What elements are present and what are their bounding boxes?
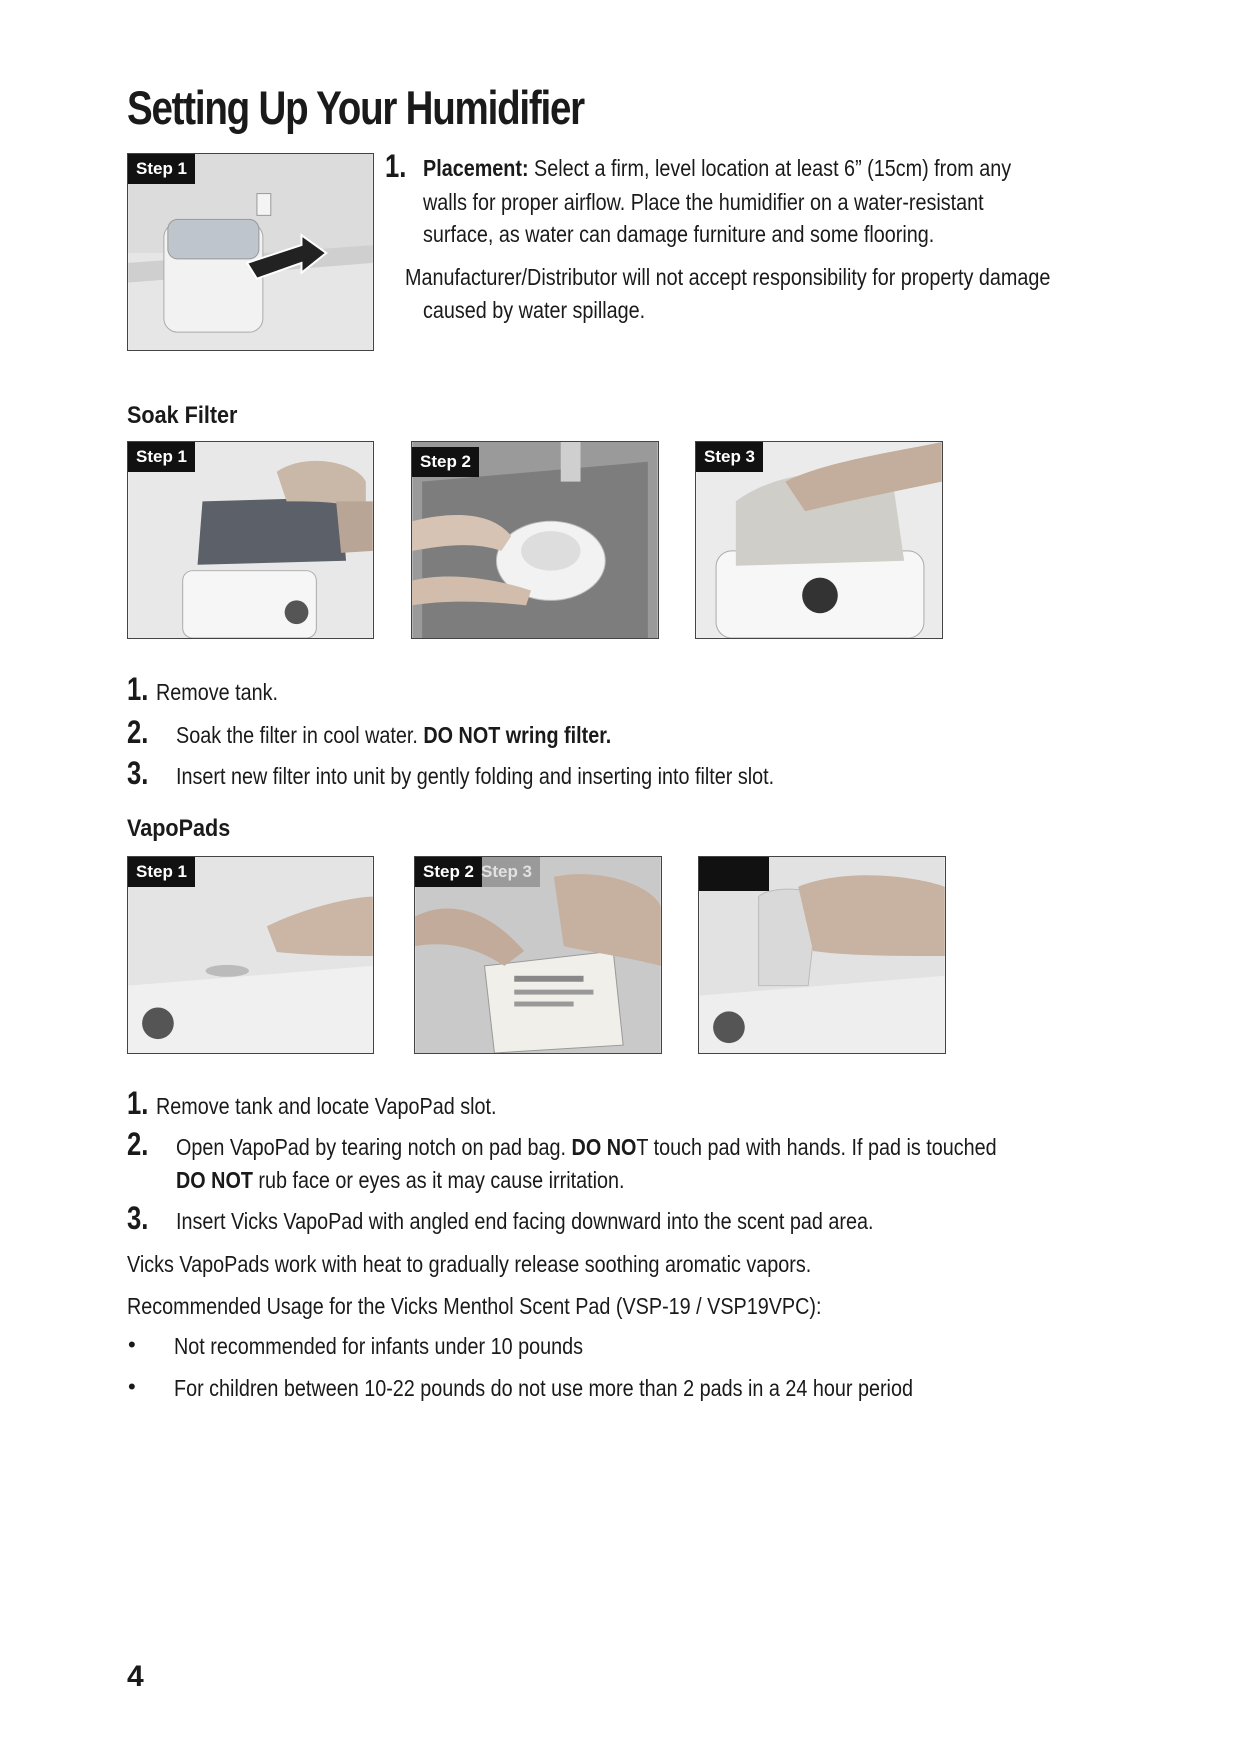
- bullet-1-text: Not recommended for infants under 10 pounds: [174, 1333, 584, 1359]
- vapopads-step-3-image: [698, 856, 946, 1054]
- placement-line-3: surface, as water can damage furniture and some flooring.: [423, 221, 935, 247]
- placement-note-2: caused by water spillage.: [423, 297, 646, 323]
- vapopads-step-2-bold-2: DO NOT: [176, 1167, 253, 1193]
- bullet-2-symbol: •: [128, 1374, 136, 1399]
- soak-step-2-number: 2.: [127, 714, 149, 750]
- vapopads-step-3-number: 3.: [127, 1200, 149, 1236]
- vapopads-step-3-overlay-label: Step 3: [473, 857, 540, 887]
- vapopads-step-2-mid: T touch pad with hands. If pad is touched: [636, 1134, 997, 1160]
- soak-step-3-label: Step 3: [696, 442, 763, 472]
- vapopads-step-2-bold-1: DO NO: [571, 1134, 637, 1160]
- vapopads-step-1-label: Step 1: [128, 857, 195, 887]
- bullet-2-text: For children between 10-22 pounds do not use more than 2 pads in a 24 hour period: [174, 1375, 913, 1401]
- step-1-label: Step 1: [128, 154, 195, 184]
- vapopads-info: Vicks VapoPads work with heat to gradually release soothing aromatic vapors.: [127, 1251, 812, 1277]
- vapopads-step-2-number: 2.: [127, 1126, 149, 1162]
- vapopads-heading: VapoPads: [127, 815, 231, 842]
- soak-step-2-warning: DO NOT wring filter.: [423, 722, 612, 748]
- soak-step-1-text: Remove tank.: [156, 679, 279, 705]
- page-number: 4: [127, 1660, 144, 1693]
- soak-step-1-label: Step 1: [128, 442, 195, 472]
- bullet-1-symbol: •: [128, 1332, 136, 1357]
- placement-line-2: walls for proper airflow. Place the humidifier on a water-resistant: [423, 189, 984, 215]
- vapopads-step-2-image: [414, 856, 662, 1054]
- vapopads-step-3-text: Insert Vicks VapoPad with angled end facing downward into the scent pad area.: [176, 1208, 874, 1234]
- soak-step-1-number: 1.: [127, 671, 149, 707]
- vapopads-step-1-image: [127, 856, 374, 1054]
- soak-step-2-image: [411, 441, 659, 639]
- soak-filter-heading: Soak Filter: [127, 402, 238, 429]
- placement-number: 1.: [385, 148, 407, 184]
- vapopads-step-2-pre: Open VapoPad by tearing notch on pad bag.: [176, 1134, 572, 1160]
- soak-step-1-image: [127, 441, 374, 639]
- vapopads-step-1-number: 1.: [127, 1085, 149, 1121]
- placement-note-1: Manufacturer/Distributor will not accept responsibility for property damage: [405, 264, 1051, 290]
- placement-line-1: [423, 152, 1011, 184]
- page-title: Setting Up Your Humidifier: [127, 81, 584, 134]
- placement-illustration: [127, 153, 374, 351]
- soak-step-2-label: Step 2: [412, 447, 479, 477]
- vapopads-step-2-line-1: [176, 1131, 997, 1163]
- vapopads-step-1-text: Remove tank and locate VapoPad slot.: [156, 1093, 497, 1119]
- vapopads-step-2-label: Step 2: [415, 857, 482, 887]
- placement-heading: Placement:: [423, 155, 529, 181]
- soak-step-3-number: 3.: [127, 755, 149, 791]
- vapopads-step-3-blank-badge: [699, 857, 769, 891]
- vapopads-step-2-post: rub face or eyes as it may cause irritation.: [252, 1167, 625, 1193]
- placement-line-1-text: Select a firm, level location at least 6” (15cm) from any: [534, 155, 1012, 181]
- soak-step-3-image: [695, 441, 943, 639]
- vapopads-usage: Recommended Usage for the Vicks Menthol Scent Pad (VSP-19 / VSP19VPC):: [127, 1293, 822, 1319]
- soak-step-3-text: Insert new filter into unit by gently folding and inserting into filter slot.: [176, 763, 775, 789]
- vapopads-step-2-line-2: [176, 1164, 625, 1196]
- soak-step-2-text: Soak the filter in cool water.: [176, 722, 424, 748]
- soak-step-2-line: [176, 719, 611, 751]
